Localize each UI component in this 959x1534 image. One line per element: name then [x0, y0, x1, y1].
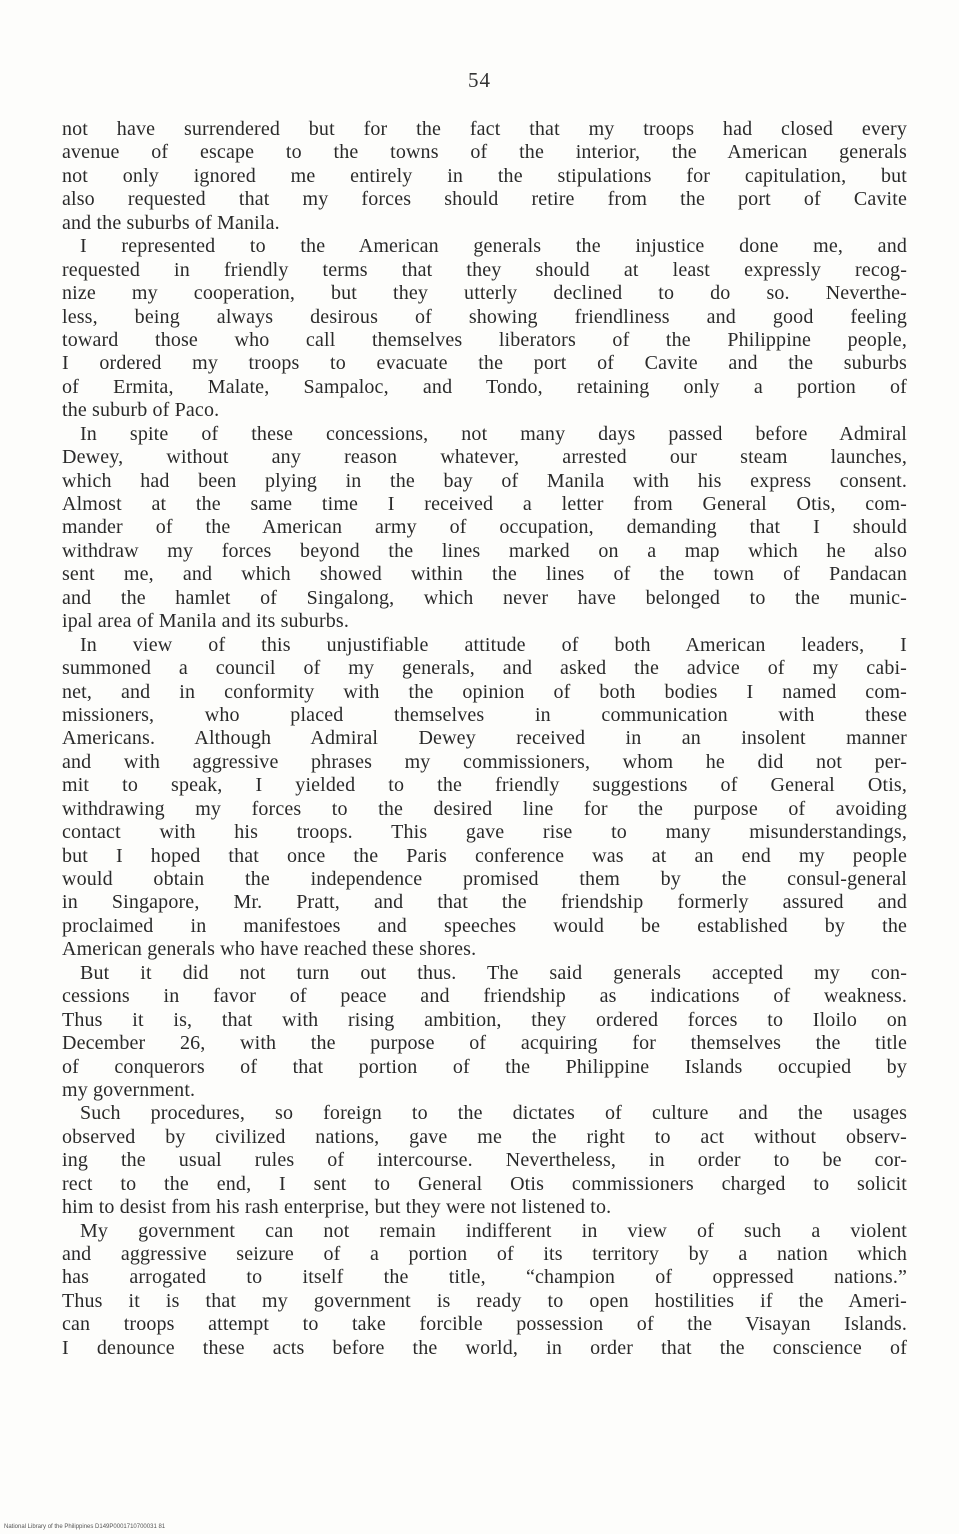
text-line: would obtain the independence promised them by the consul-general — [62, 868, 907, 890]
text-line: observed by civilized nations, gave me the right to act without observ- — [62, 1125, 907, 1148]
text-line: avenue of escape to the towns of the interior, the American generals — [62, 141, 907, 164]
footer-catalog-line: National Library of the Philippines D149P0001710700031 81 — [4, 1524, 166, 1530]
text-line: Dewey, without any reason whatever, arrested our steam launches, — [62, 446, 907, 469]
text-line: But it did not turn out thus. The said generals accepted my con- — [80, 961, 907, 984]
text-line: less, being always desirous of showing friendliness and good feeling — [62, 305, 907, 328]
text-line: can troops attempt to take forcible possession of the Visayan Islands. — [62, 1313, 907, 1336]
text-line: net, and in conformity with the opinion of both bodies I named com- — [62, 680, 907, 703]
text-line: of Ermita, Malate, Sampaloc, and Tondo, retaining only a portion of — [62, 375, 907, 398]
text-line: My government can not remain indifferent in view of such a violent — [80, 1219, 907, 1242]
text-line: in Singapore, Mr. Pratt, and that the friendship formerly assured and — [62, 891, 907, 914]
text-line: American generals who have reached these shores. — [62, 938, 477, 961]
text-line: the suburb of Paco. — [62, 399, 220, 422]
text-line: Americans. Although Admiral Dewey received in an insolent manner — [62, 727, 907, 750]
text-line: Thus it is, that with rising ambition, they ordered forces to Iloilo on — [62, 1008, 907, 1031]
text-line: nize my cooperation, but they utterly declined to do so. Neverthe- — [62, 282, 907, 305]
text-line: I denounce these acts before the world, in order that the conscience of — [62, 1336, 907, 1359]
text-line: proclaimed in manifestoes and speeches would be established by the — [62, 914, 907, 937]
text-line: I ordered my troops to evacuate the port of Cavite and the suburbs — [62, 352, 907, 375]
text-line: In view of this unjustifiable attitude of both American leaders, I — [80, 633, 907, 656]
text-line: In spite of these concessions, not many days passed before Admiral — [80, 422, 907, 445]
text-line: missioners, who placed themselves in communication with these — [62, 703, 907, 726]
text-line: ipal area of Manila and its suburbs. — [62, 610, 349, 633]
text-line: December 26, with the purpose of acquiring for themselves the title — [62, 1032, 907, 1055]
text-line: Almost at the same time I received a letter from General Otis, com- — [62, 493, 907, 515]
text-line: toward those who call themselves liberators of the Philippine people, — [62, 328, 907, 351]
text-line: summoned a council of my generals, and asked the advice of my cabi- — [62, 657, 907, 680]
text-line: withdrawing my forces to the desired line for the purpose of avoiding — [62, 797, 907, 820]
text-line: mander of the American army of occupation, demanding that I should — [62, 516, 907, 539]
text-line: my government. — [62, 1078, 196, 1101]
text-line: ing the usual rules of intercourse. Nevertheless, in order to be cor- — [62, 1149, 907, 1172]
text-line: of conquerors of that portion of the Philippine Islands occupied by — [62, 1055, 907, 1078]
text-line: and aggressive seizure of a portion of its territory by a nation which — [62, 1243, 907, 1265]
text-line: rect to the end, I sent to General Otis commissioners charged to solicit — [62, 1172, 907, 1195]
text-line: cessions in favor of peace and friendship as indications of weakness. — [62, 985, 907, 1008]
text-line: has arrogated to itself the title, “champion of oppressed nations.” — [62, 1266, 907, 1289]
text-line: which had been plying in the bay of Manila with his express consent. — [62, 469, 907, 492]
body-text — [62, 118, 907, 1360]
text-line: not have surrendered but for the fact that my troops had closed every — [62, 118, 907, 140]
text-line: Thus it is that my government is ready to open hostilities if the Ameri- — [62, 1289, 907, 1312]
page-number: 54 — [468, 68, 491, 92]
text-line: contact with his troops. This gave rise to many misunderstandings, — [62, 821, 907, 844]
text-line: also requested that my forces should retire from the port of Cavite — [62, 188, 907, 211]
text-line: sent me, and which showed within the lines of the town of Pandacan — [62, 563, 907, 586]
text-line: I represented to the American generals the injustice done me, and — [80, 235, 907, 258]
text-line: but I hoped that once the Paris conference was at an end my people — [62, 844, 907, 867]
text-line: mit to speak, I yielded to the friendly suggestions of General Otis, — [62, 774, 907, 797]
text-line: and the suburbs of Manila. — [62, 211, 280, 234]
text-line: Such procedures, so foreign to the dictates of culture and the usages — [80, 1102, 907, 1125]
text-line: not only ignored me entirely in the stipulations for capitulation, but — [62, 164, 907, 187]
text-line: and with aggressive phrases my commissioners, whom he did not per- — [62, 750, 907, 773]
text-line: requested in friendly terms that they should at least expressly recog- — [62, 258, 907, 281]
text-line: him to desist from his rash enterprise, but they were not listened to. — [62, 1196, 612, 1219]
text-line: withdraw my forces beyond the lines marked on a map which he also — [62, 539, 907, 562]
text-line: and the hamlet of Singalong, which never have belonged to the munic- — [62, 586, 907, 609]
